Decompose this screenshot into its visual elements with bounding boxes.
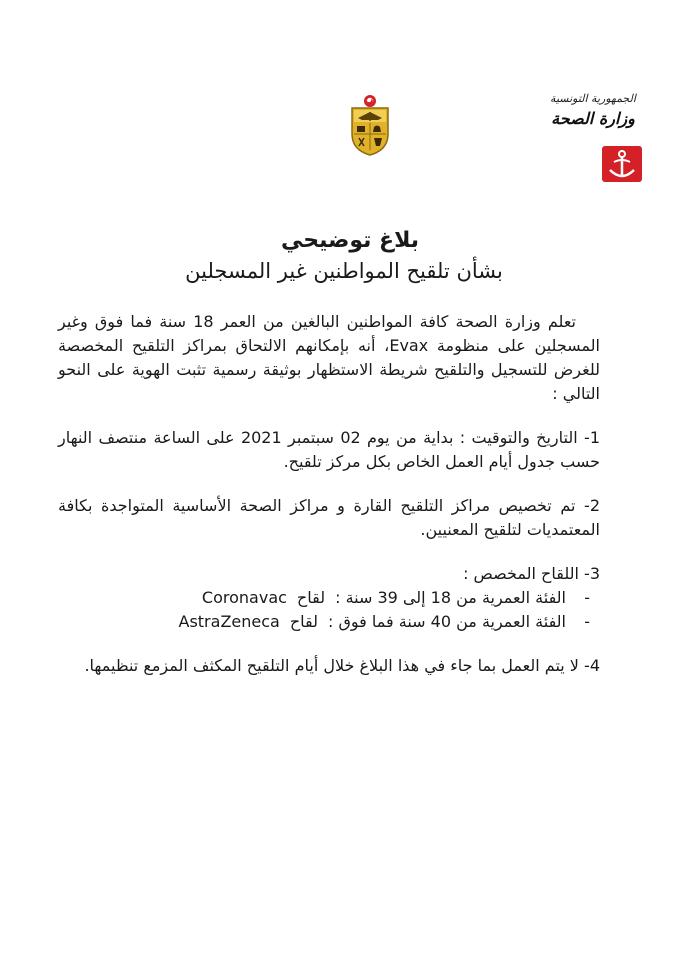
- age-group: الفئة العمرية من 40 سنة فما فوق :: [328, 612, 566, 631]
- ministry-of-health-logo-icon: [602, 146, 642, 182]
- bullet-dash: -: [584, 588, 590, 607]
- bullet-dash: -: [584, 612, 590, 631]
- vaccine-name: AstraZeneca: [178, 612, 280, 631]
- ministry-name: وزارة الصحة: [551, 109, 635, 128]
- republic-name: الجمهورية التونسية: [550, 92, 636, 105]
- item-number: 3-: [584, 564, 600, 583]
- vaccine-name: Coronavac: [201, 588, 287, 607]
- vaccine-list: [58, 586, 600, 634]
- item-text: لا يتم العمل بما جاء في هذا البلاغ خلال أيام التلقيح المكثف المزمع تنظيمها.: [84, 656, 579, 675]
- vaccine-word: لقاح: [289, 612, 318, 631]
- list-item: [58, 494, 600, 542]
- item-number: 1-: [584, 428, 600, 447]
- letterhead: [538, 92, 648, 128]
- intro-paragraph: تعلم وزارة الصحة كافة المواطنين البالغين من العمر 18 سنة فما فوق وغير المسجلين على منظومة Evax، أنه بإمكانهم الالتحاق بمراكز التلقيح المخصصة للغرض للتسجيل والتلقيح شريطة الاستظهار بوثيقة رسمية تثبت الهوية على النحو التالي :: [58, 312, 600, 403]
- page-subtitle: بشأن تلقيح المواطنين غير المسجلين: [185, 259, 503, 283]
- age-group: الفئة العمرية من 18 إلى 39 سنة :: [335, 588, 566, 607]
- list-item: [58, 654, 600, 678]
- announcement-body: [58, 310, 600, 678]
- item-text: تم تخصيص مراكز التلقيح القارة و مراكز الصحة الأساسية المتواجدة بكافة المعتمديات لتلقيح المعنيين.: [58, 496, 600, 539]
- list-item: [58, 426, 600, 474]
- vaccine-word: لقاح: [296, 588, 326, 607]
- vaccine-row: [58, 586, 590, 610]
- page-title: بلاغ توضيحي: [280, 228, 420, 253]
- vaccine-row: [58, 610, 590, 634]
- item-text: اللقاح المخصص :: [463, 564, 579, 583]
- title-block: [0, 228, 678, 283]
- item-number: 2-: [584, 496, 600, 515]
- item-number: 4-: [584, 656, 600, 675]
- tunisia-coat-of-arms-icon: [348, 94, 392, 156]
- item-text: التاريخ والتوقيت : بداية من يوم 02 سبتمبر 2021 على الساعة منتصف النهار حسب جدول أيام العمل الخاص بكل مركز تلقيح.: [58, 428, 600, 471]
- list-item: [58, 562, 600, 634]
